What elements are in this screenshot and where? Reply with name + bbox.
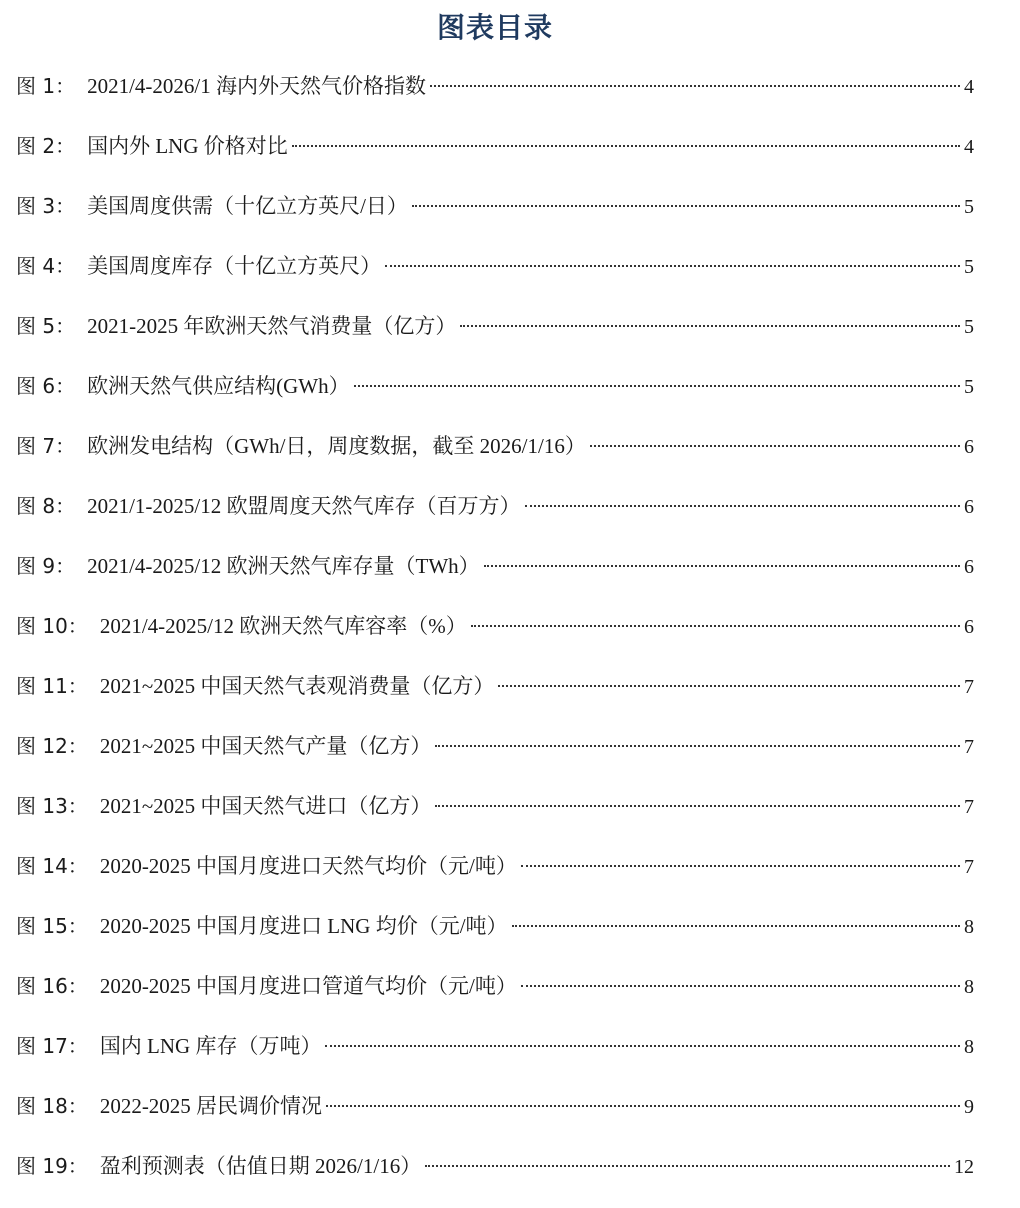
toc-entry-label: 图 7： <box>16 434 76 458</box>
dot-leader <box>430 85 960 87</box>
toc-entry-text: 2021~2025 中国天然气表观消费量（亿方） <box>99 674 495 698</box>
toc-entry-text: 2020-2025 中国月度进口 LNG 均价（元/吨） <box>99 914 508 938</box>
toc-entry-label: 图 5： <box>16 314 76 338</box>
toc-entry-label: 图 14： <box>16 854 88 878</box>
toc-entry-label: 图 18： <box>16 1094 88 1118</box>
dot-leader <box>354 385 960 387</box>
toc-entry-label: 图 19： <box>16 1154 88 1178</box>
toc-entry-text: 欧洲发电结构（GWh/日，周度数据，截至 2026/1/16） <box>87 434 586 458</box>
toc-entry-label: 图 11： <box>16 674 88 698</box>
toc-entry-text: 2022-2025 居民调价情况 <box>99 1094 323 1118</box>
toc-entry-text: 2020-2025 中国月度进口管道气均价（元/吨） <box>99 974 517 998</box>
toc-entry-label: 图 3： <box>16 194 76 218</box>
toc-entry-page: 9 <box>964 1096 974 1118</box>
toc-entry-label: 图 16： <box>16 974 88 998</box>
dot-leader <box>498 685 960 687</box>
toc-entry-page: 7 <box>964 736 974 758</box>
toc-entry-text: 盈利预测表（估值日期 2026/1/16） <box>99 1154 422 1178</box>
toc-entry-label: 图 1： <box>16 74 76 98</box>
toc-entry-6[interactable] <box>16 368 974 428</box>
toc-entry-3[interactable] <box>16 188 974 248</box>
toc-entry-16[interactable] <box>16 968 974 1028</box>
toc-entry-2[interactable] <box>16 128 974 188</box>
toc-entry-8[interactable] <box>16 488 974 548</box>
toc-entry-page: 8 <box>964 976 974 998</box>
toc-entry-page: 4 <box>964 136 974 158</box>
toc-entry-label: 图 9： <box>16 554 76 578</box>
toc-entry-page: 8 <box>964 916 974 938</box>
toc-entry-19[interactable] <box>16 1148 974 1208</box>
dot-leader <box>425 1165 950 1167</box>
toc-entry-text: 2021/1-2025/12 欧盟周度天然气库存（百万方） <box>87 494 521 518</box>
toc-entry-14[interactable] <box>16 848 974 908</box>
toc-entry-page: 5 <box>964 316 974 338</box>
toc-entry-text: 2021/4-2025/12 欧洲天然气库容率（%） <box>99 614 467 638</box>
dot-leader <box>484 565 960 567</box>
toc-entry-page: 7 <box>964 856 974 878</box>
toc-entry-label: 图 6： <box>16 374 76 398</box>
toc-entry-text: 2021/4-2026/1 海内外天然气价格指数 <box>87 74 427 98</box>
toc-entry-page: 5 <box>964 376 974 398</box>
toc-entry-page: 8 <box>964 1036 974 1058</box>
toc-entry-18[interactable] <box>16 1088 974 1148</box>
dot-leader <box>512 925 960 927</box>
toc-entry-7[interactable] <box>16 428 974 488</box>
dot-leader <box>525 505 960 507</box>
dot-leader <box>435 805 960 807</box>
toc-entry-label: 图 17： <box>16 1034 88 1058</box>
dot-leader <box>590 445 960 447</box>
toc-entry-4[interactable] <box>16 248 974 308</box>
toc-entry-text: 2021/4-2025/12 欧洲天然气库存量（TWh） <box>87 554 480 578</box>
toc-entry-page: 5 <box>964 256 974 278</box>
toc-entry-10[interactable] <box>16 608 974 668</box>
toc-entry-label: 图 12： <box>16 734 88 758</box>
toc-entry-text: 美国周度库存（十亿立方英尺） <box>87 254 382 278</box>
toc-entry-page: 7 <box>964 796 974 818</box>
toc-entry-13[interactable] <box>16 788 974 848</box>
toc-entry-label: 图 8： <box>16 494 76 518</box>
toc-entry-5[interactable] <box>16 308 974 368</box>
dot-leader <box>325 1045 960 1047</box>
toc-entry-text: 2021~2025 中国天然气进口（亿方） <box>99 794 432 818</box>
dot-leader <box>385 265 960 267</box>
dot-leader <box>521 985 960 987</box>
toc-entry-17[interactable] <box>16 1028 974 1088</box>
toc-entry-text: 2020-2025 中国月度进口天然气均价（元/吨） <box>99 854 517 878</box>
dot-leader <box>460 325 960 327</box>
toc-entry-11[interactable] <box>16 668 974 728</box>
toc-entry-page: 7 <box>964 676 974 698</box>
toc-entry-text: 2021~2025 中国天然气产量（亿方） <box>99 734 432 758</box>
toc-entry-page: 6 <box>964 556 974 578</box>
dot-leader <box>412 205 960 207</box>
toc-entry-page: 12 <box>954 1156 974 1178</box>
toc-entry-text: 国内 LNG 库存（万吨） <box>99 1034 322 1058</box>
toc-title: 图表目录 <box>436 11 553 44</box>
toc-entry-text: 2021-2025 年欧洲天然气消费量（亿方） <box>87 314 457 338</box>
toc-entry-label: 图 13： <box>16 794 88 818</box>
toc-entry-12[interactable] <box>16 728 974 788</box>
toc-entry-page: 6 <box>964 616 974 638</box>
toc-entry-1[interactable] <box>16 68 974 128</box>
toc-entry-label: 图 15： <box>16 914 88 938</box>
toc-entry-page: 6 <box>964 436 974 458</box>
toc-entry-text: 国内外 LNG 价格对比 <box>87 134 288 158</box>
toc-entry-label: 图 4： <box>16 254 76 278</box>
dot-leader <box>292 145 960 147</box>
dot-leader <box>326 1105 960 1107</box>
toc-list <box>16 68 974 1208</box>
toc-entry-label: 图 10： <box>16 614 88 638</box>
toc-entry-page: 4 <box>964 76 974 98</box>
toc-entry-label: 图 2： <box>16 134 76 158</box>
dot-leader <box>521 865 960 867</box>
dot-leader <box>471 625 960 627</box>
toc-entry-page: 5 <box>964 196 974 218</box>
toc-entry-15[interactable] <box>16 908 974 968</box>
toc-entry-page: 6 <box>964 496 974 518</box>
toc-entry-text: 美国周度供需（十亿立方英尺/日） <box>87 194 408 218</box>
dot-leader <box>435 745 960 747</box>
toc-entry-9[interactable] <box>16 548 974 608</box>
toc-entry-text: 欧洲天然气供应结构(GWh） <box>87 374 350 398</box>
